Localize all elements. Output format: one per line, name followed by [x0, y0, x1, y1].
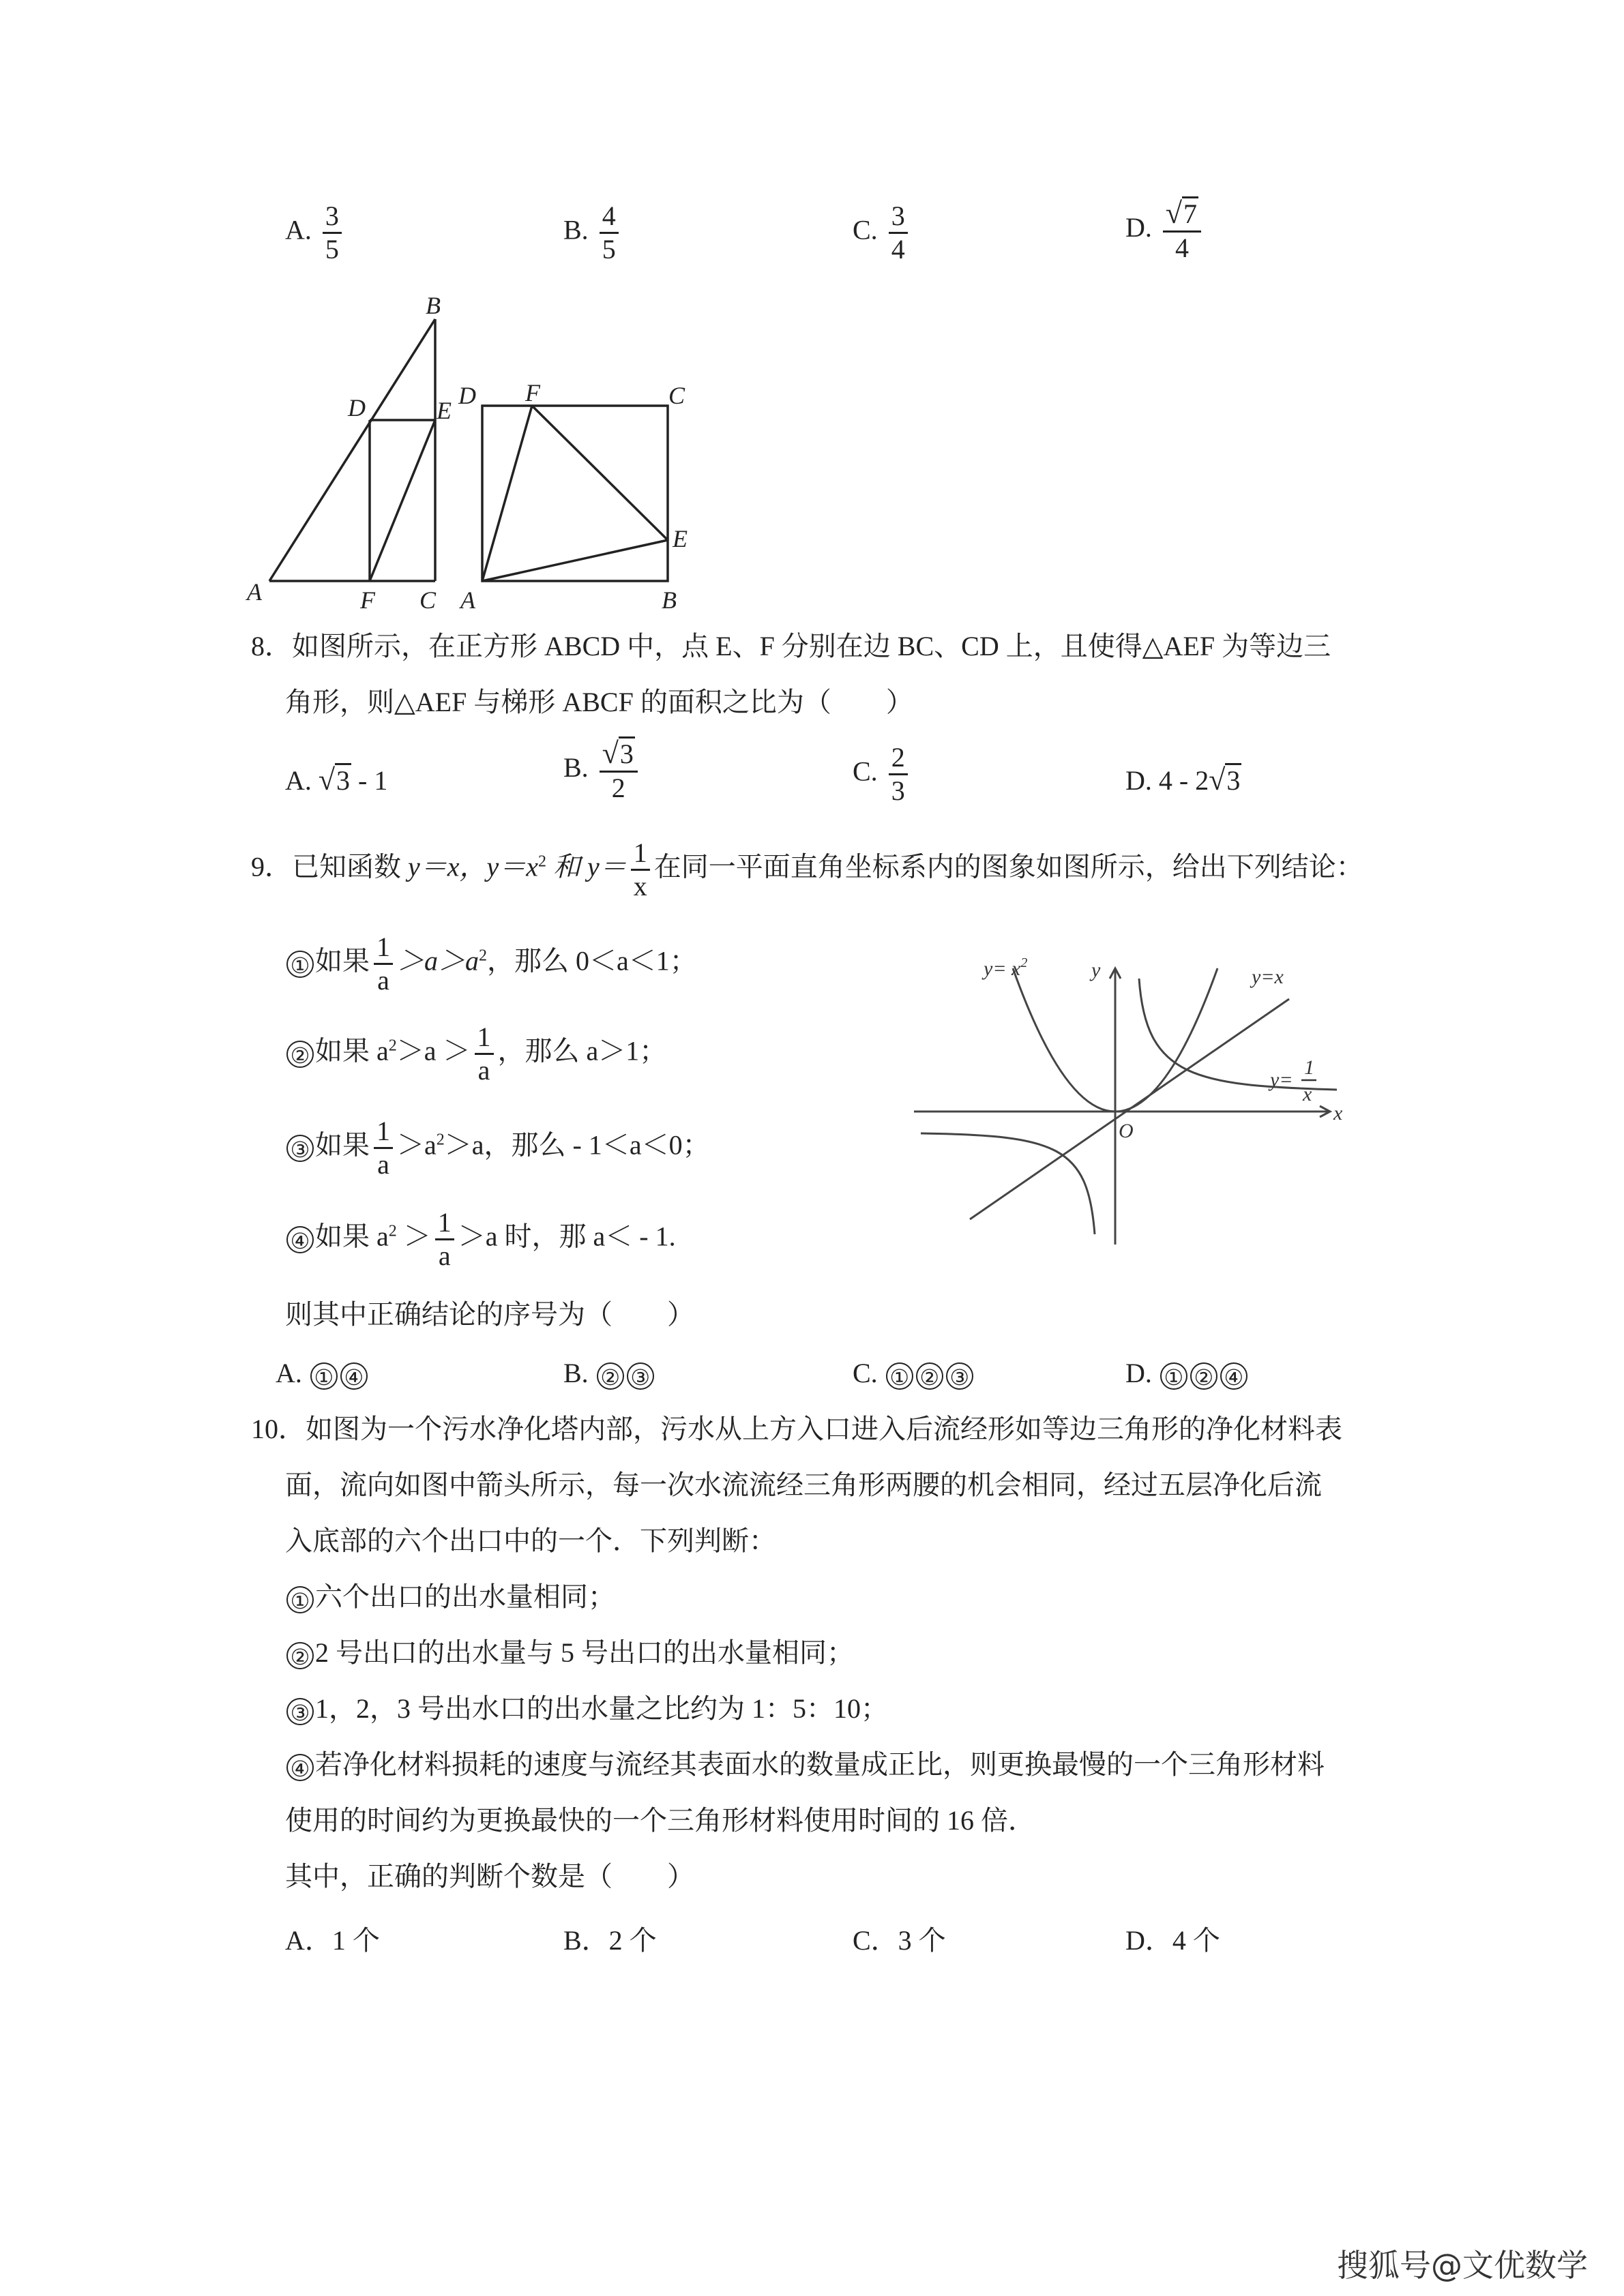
circled-number: ①	[1160, 1362, 1187, 1390]
circled-number: ④	[340, 1362, 368, 1390]
radical-sign: √	[1209, 763, 1226, 796]
q7-option-c	[853, 202, 912, 264]
circled-number: ③	[946, 1362, 973, 1390]
q10-line-3: 入底部的六个出口中的一个．下列判断：	[285, 1525, 776, 1556]
stmt-text: 1，2，3 号出水口的出水量之比约为 1：5：10；	[315, 1693, 888, 1724]
frac-num: 3	[889, 202, 908, 234]
stmt-text: 2 号出口的出水量与 5 号出口的出水量相同；	[315, 1637, 854, 1668]
frac-num	[600, 738, 638, 773]
label-F: F	[525, 379, 540, 406]
radicand: 3	[1225, 763, 1241, 796]
frac-num: 2	[889, 743, 908, 775]
q9-option-c	[853, 1357, 975, 1390]
curve-inverse-q3	[921, 1133, 1095, 1234]
stmt-text: ＞a＞a	[397, 945, 479, 976]
option-label: B.	[563, 1358, 589, 1388]
label-A: A	[460, 586, 475, 614]
circled-number: ②	[286, 1642, 314, 1669]
stmt-text: 如果 a	[315, 1035, 389, 1067]
option-label: B.	[563, 751, 589, 783]
label-x: x	[1333, 1102, 1343, 1124]
option-label: A.	[276, 1358, 302, 1388]
superscript: 2	[388, 1037, 397, 1055]
label-y-eq-x2: $y= x^2$	[984, 955, 1028, 980]
radicand: 3	[619, 736, 635, 769]
frac-num	[1163, 198, 1201, 233]
stmt-text: ＞a	[397, 1129, 437, 1161]
circled-number: ①	[886, 1362, 913, 1390]
radical-sign: √	[1165, 196, 1183, 230]
stmt-text: 如果 a	[315, 1221, 389, 1252]
frac-num: 1	[435, 1208, 454, 1240]
option-label: C.	[853, 756, 878, 787]
option-label: C.	[853, 1358, 878, 1388]
label-A: A	[247, 578, 262, 606]
q7-option-b	[563, 202, 623, 264]
label-y-eq-inv: y=	[1270, 1069, 1293, 1091]
stmt-text: ，那么 a＞1；	[497, 1035, 667, 1067]
q7-option-d	[1125, 198, 1205, 263]
frac-den: a	[377, 1149, 389, 1180]
label-inv-den: x	[1303, 1083, 1312, 1105]
label-y-eq-x: y=x	[1252, 966, 1284, 988]
frac-den: 4	[891, 234, 905, 265]
option-label: D.	[1125, 1358, 1152, 1388]
circled-number: ①	[310, 1362, 338, 1390]
superscript: 2	[479, 946, 487, 965]
q8-line-1: 8．如图所示，在正方形 ABCD 中，点 E、F 分别在边 BC、CD 上，且使得△AEF 为等边三	[251, 631, 1331, 661]
circled-number: ④	[286, 1754, 314, 1781]
circled-number: ③	[627, 1362, 654, 1390]
q8-option-d	[1125, 762, 1241, 797]
q9-statement-3	[285, 1117, 710, 1179]
frac-den: x	[633, 871, 647, 901]
circled-number: ②	[1190, 1362, 1217, 1390]
q10-statement-4-cont: 使用的时间约为更换最快的一个三角形材料使用时间的 16 倍．	[285, 1805, 1035, 1836]
frac-den: 2	[611, 773, 625, 804]
circled-number: ④	[286, 1226, 314, 1253]
q10-statement-3	[285, 1695, 888, 1725]
superscript: 2	[388, 1222, 397, 1240]
q9-intro-text: 9．已知函数	[251, 851, 408, 882]
stmt-text: 如果	[315, 1129, 370, 1161]
q10-option-a: A．1 个	[285, 1925, 380, 1956]
option-label: A.	[285, 214, 312, 245]
q9-option-b	[563, 1357, 655, 1390]
circled-number: ②	[286, 1041, 314, 1068]
label-E: E	[673, 525, 688, 552]
label-F: F	[360, 586, 375, 614]
q9-option-a	[276, 1357, 369, 1390]
frac-num: 1	[374, 1117, 393, 1149]
stmt-text: 如果	[315, 945, 370, 976]
stmt-text: ＞	[396, 1221, 431, 1252]
label-E: E	[437, 397, 452, 424]
option-label: C.	[853, 214, 878, 245]
q10-line-2: 面，流向如图中箭头所示，每一次水流流经三角形两腰的机会相同，经过五层净化后流	[285, 1470, 1322, 1500]
label-inv-num: 1	[1304, 1056, 1314, 1079]
q10-statement-4	[285, 1751, 1325, 1781]
option-label: A.	[285, 765, 312, 796]
label-C: C	[668, 382, 685, 409]
label-D: D	[458, 382, 476, 409]
frac-den: 5	[602, 234, 616, 265]
label-B: B	[426, 292, 441, 319]
q9-question: 则其中正确结论的序号为（ ）	[285, 1299, 694, 1330]
frac-num: 1	[374, 933, 393, 965]
q9-intro-funcs: 和 y＝	[546, 851, 627, 882]
circled-number: ③	[286, 1698, 314, 1725]
option-head: 4 - 2	[1158, 765, 1209, 796]
frac-den: a	[477, 1055, 490, 1086]
q10-option-c: C．3 个	[853, 1925, 946, 1956]
stmt-text: ＞a 时，那 a＜ - 1.	[458, 1221, 676, 1252]
frac-den: a	[438, 1240, 451, 1271]
superscript: 2	[538, 852, 547, 871]
frac-den: a	[377, 965, 389, 996]
frac-num: 1	[475, 1023, 494, 1055]
watermark: 搜狐号@文优数学	[1337, 2247, 1588, 2284]
label-D: D	[348, 394, 366, 421]
q10-question: 其中，正确的判断个数是（ ）	[285, 1861, 694, 1892]
q9-intro-funcs: y＝x，y＝x	[408, 851, 539, 882]
stmt-text: 六个出口的出水量相同；	[315, 1581, 615, 1612]
radicand: 7	[1182, 196, 1198, 229]
circled-number: ①	[286, 1586, 314, 1613]
q9-statement-2	[285, 1023, 666, 1085]
q8-option-c	[853, 743, 912, 805]
q8-option-a	[285, 762, 387, 797]
geometry-figures	[239, 286, 716, 614]
radicand: 3	[335, 763, 351, 796]
q7-option-a	[285, 202, 346, 264]
circled-number: ②	[597, 1362, 624, 1390]
stmt-text: 若净化材料损耗的速度与流经其表面水的数量成正比，则更换最慢的一个三角形材料	[315, 1749, 1325, 1780]
option-tail: - 1	[351, 765, 388, 796]
q10-option-b: B．2 个	[563, 1925, 657, 1956]
circled-number: ②	[916, 1362, 943, 1390]
option-label: D.	[1125, 765, 1152, 796]
q8-line-2: 角形，则△AEF 与梯形 ABCF 的面积之比为（ ）	[285, 687, 913, 717]
q9-option-d	[1125, 1357, 1249, 1390]
stmt-text: ，那么 0＜a＜1；	[487, 945, 697, 976]
stmt-text: ＞a ＞	[396, 1035, 471, 1067]
q10-line-1: 10．如图为一个污水净化塔内部，污水从上方入口进入后流经形如等边三角形的净化材料表	[251, 1414, 1342, 1444]
function-graph	[907, 941, 1385, 1255]
option-label: D.	[1125, 211, 1152, 243]
frac-num: 4	[600, 202, 619, 234]
frac-num: 3	[323, 202, 342, 234]
frac-den: 3	[891, 775, 905, 806]
label-B: B	[662, 586, 677, 614]
q10-statement-1	[285, 1583, 615, 1613]
superscript: 2	[436, 1131, 445, 1149]
frac-num: 1	[631, 839, 650, 871]
circled-number: ①	[286, 951, 314, 978]
q10-statement-2	[285, 1639, 854, 1669]
radical-sign: √	[318, 763, 336, 796]
radical-sign: √	[602, 736, 619, 770]
q9-statement-1	[285, 933, 697, 995]
circled-number: ④	[1220, 1362, 1247, 1390]
option-label: B.	[563, 214, 589, 245]
q9-intro-text: 在同一平面直角坐标系内的图象如图所示，给出下列结论：	[653, 851, 1363, 882]
circled-number: ③	[286, 1135, 314, 1162]
label-origin: O	[1119, 1120, 1134, 1142]
q8-option-b	[563, 738, 642, 803]
frac-den: 5	[325, 234, 339, 265]
frac-den: 4	[1175, 233, 1189, 264]
stmt-text: ＞a，那么 - 1＜a＜0；	[444, 1129, 710, 1161]
q9-intro	[251, 839, 1363, 901]
q10-option-d: D．4 个	[1125, 1925, 1220, 1956]
label-y: y	[1091, 959, 1101, 981]
label-C: C	[419, 586, 437, 614]
q9-statement-4	[285, 1208, 676, 1270]
